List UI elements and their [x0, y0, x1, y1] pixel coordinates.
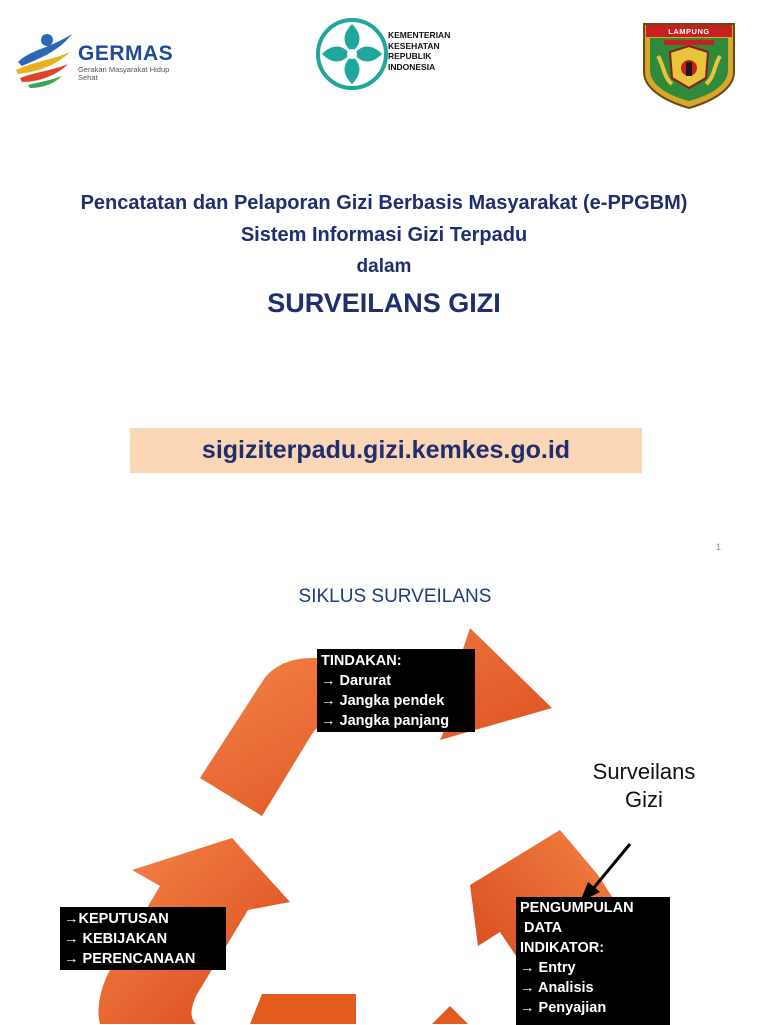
kemenkes-line: INDONESIA: [388, 61, 436, 72]
pengumpulan-line: INDIKATOR:: [520, 940, 605, 956]
cycle-slide: [0, 560, 768, 1024]
cycle-arrow-bottom-right: [432, 1006, 468, 1024]
pengumpulan-line: → Analisis: [520, 980, 594, 996]
germas-tagline: Gerakan Masyarakat Hidup Sehat: [78, 65, 170, 82]
surveilans-gizi-label: [574, 758, 714, 814]
title-line-1: Pencatatan dan Pelaporan Gizi Berbasis Masyarakat (e-PPGBM): [80, 192, 688, 214]
keputusan-box: [60, 907, 226, 970]
surveilans-label-line: Surveilans: [592, 759, 696, 784]
kemenkes-logo-icon: [316, 16, 388, 92]
tindakan-line: → Jangka pendek: [321, 693, 445, 709]
germas-logo-icon: [10, 28, 76, 92]
cycle-arrow-bottom: [250, 994, 356, 1024]
kemenkes-line: KEMENTERIAN: [388, 30, 451, 40]
kemenkes-line: KESEHATAN: [388, 40, 440, 51]
pengumpulan-line: → Penyajian: [520, 1000, 607, 1016]
keputusan-line: → PERENCANAAN: [64, 951, 196, 967]
tindakan-box: [317, 649, 475, 732]
url-banner: sigiziterpadu.gizi.kemkes.go.id: [130, 428, 642, 473]
tindakan-line: TINDAKAN:: [321, 653, 402, 669]
pengumpulan-box: [516, 897, 670, 1025]
page-number: 1: [715, 542, 721, 552]
kemenkes-line: REPUBLIK: [388, 51, 432, 61]
pointer-arrow-line: [592, 844, 630, 890]
pengumpulan-line: DATA: [520, 920, 563, 936]
slide-title: SIKLUS SURVEILANS: [298, 586, 492, 607]
lampung-emblem: [640, 22, 738, 110]
germas-wordmark: GERMAS: [78, 42, 174, 65]
pengumpulan-line: PENGUMPULAN: [520, 900, 634, 916]
kemenkes-wordmark: [388, 30, 478, 72]
keputusan-line: →KEPUTUSAN: [64, 911, 169, 927]
keputusan-line: → KEBIJAKAN: [64, 931, 168, 947]
surveilans-label-line: Gizi: [625, 787, 663, 812]
tindakan-line: → Jangka panjang: [321, 713, 450, 729]
pengumpulan-line: → Entry: [520, 960, 576, 976]
kemenkes-logo: [316, 16, 476, 92]
tindakan-line: → Darurat: [321, 673, 392, 689]
title-line-3: dalam: [356, 256, 412, 277]
lampung-label: LAMPUNG: [668, 27, 710, 36]
germas-logo: [10, 28, 190, 92]
main-title: SURVEILANS GIZI: [267, 288, 501, 318]
title-line-2: Sistem Informasi Gizi Terpadu: [240, 224, 528, 246]
